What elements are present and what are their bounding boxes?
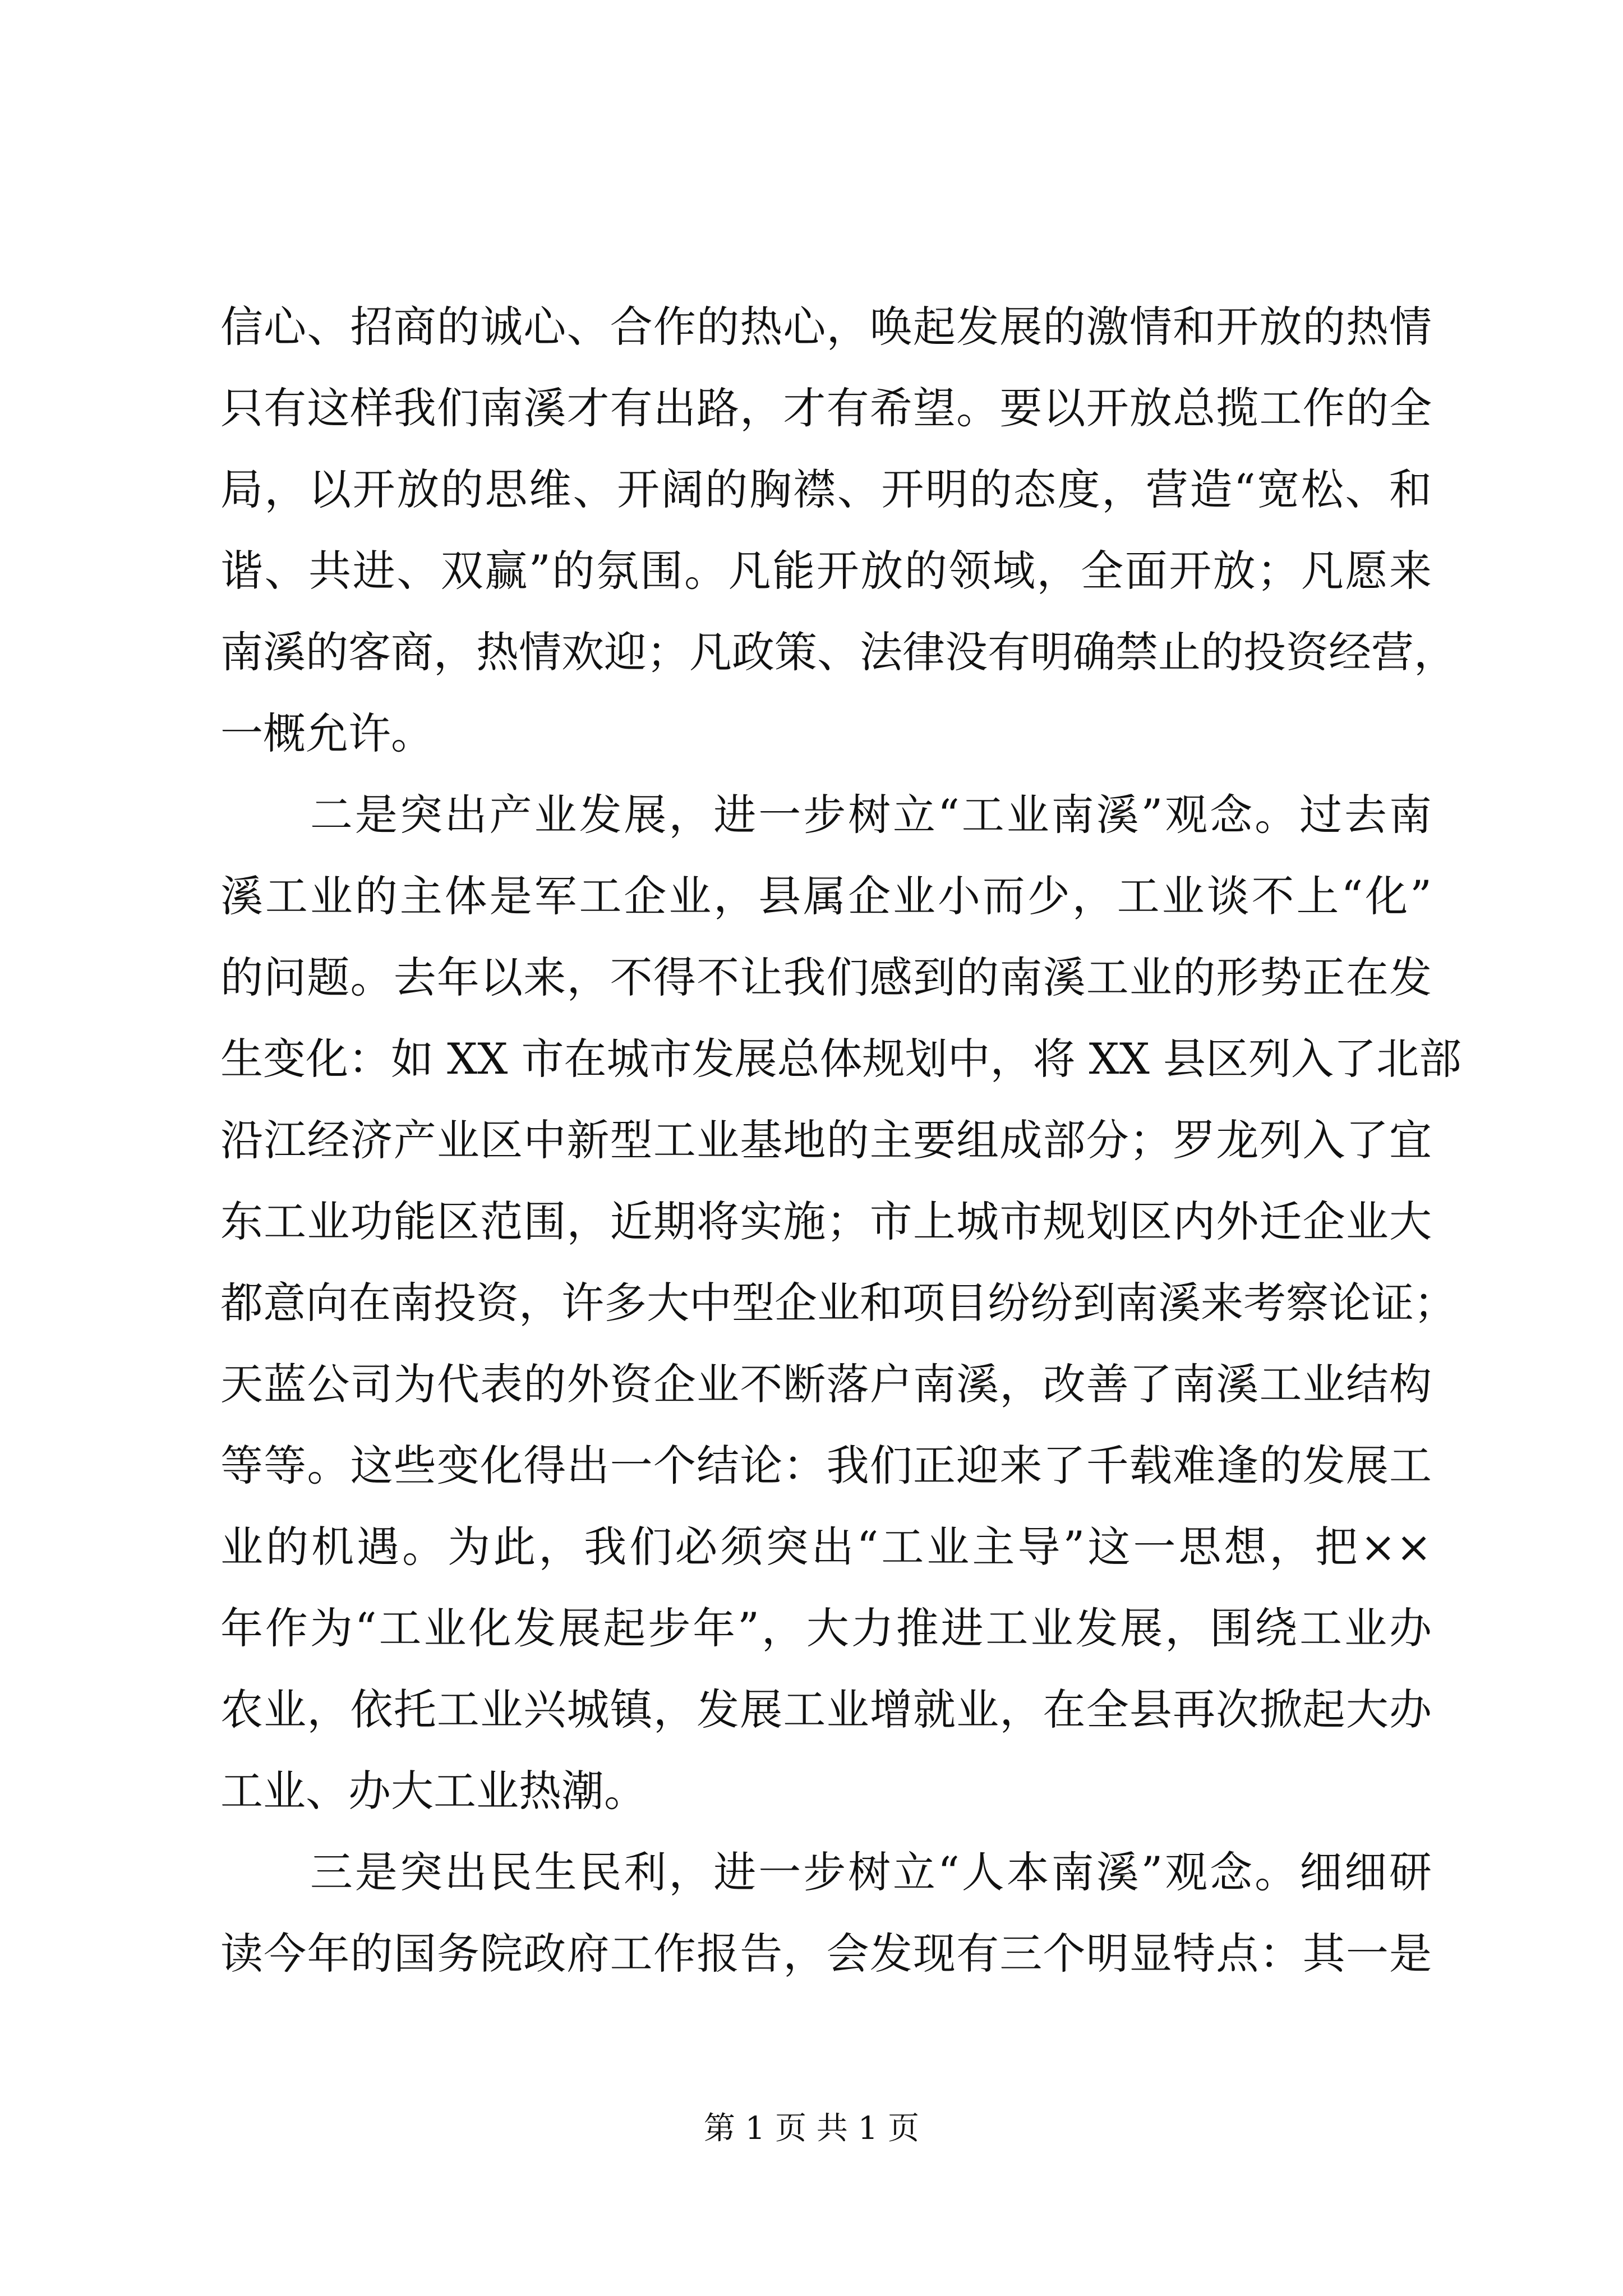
text-line: 年作为“工业化发展起步年”，大力推进工业发展，围绕工业办: [220, 1603, 1432, 1653]
page-footer: 第 1 页 共 1 页: [703, 2110, 920, 2147]
body-text: [220, 286, 1462, 1994]
text-line: 东工业功能区范围，近期将实施；市上城市规划区内外迁企业大: [220, 1197, 1432, 1246]
text-line: 生变化：如 XX 市在城市发展总体规划中，将 XX 县区列入了北部: [220, 1034, 1462, 1084]
text-line: 沿江经济产业区中新型工业基地的主要组成部分；罗龙列入了宜: [220, 1115, 1432, 1165]
text-line: 等等。这些变化得出一个结论：我们正迎来了千载难逢的发展工: [220, 1441, 1432, 1490]
text-line: 农业，依托工业兴城镇，发展工业增就业，在全县再次掀起大办: [220, 1685, 1432, 1734]
text-line: 都意向在南投资，许多大中型企业和项目纷纷到南溪来考察论证；: [220, 1278, 1456, 1328]
text-line: 工业、办大工业热潮。: [220, 1766, 647, 1816]
text-line: 读今年的国务院政府工作报告，会发现有三个明显特点：其一是: [220, 1929, 1432, 1978]
text-line: 业的机遇。为此，我们必须突出“工业主导”这一思想，把××: [220, 1522, 1432, 1572]
text-line: 二是突出产业发展，进一步树立“工业南溪”观念。过去南: [220, 790, 1432, 840]
text-line: 的问题。去年以来，不得不让我们感到的南溪工业的形势正在发: [220, 953, 1432, 1002]
text-line: 局，以开放的思维、开阔的胸襟、开明的态度，营造“宽松、和: [220, 464, 1432, 514]
text-line: 三是突出民生民利，进一步树立“人本南溪”观念。细细研: [220, 1847, 1432, 1897]
text-line: 一概允许。: [220, 708, 434, 758]
text-line: 天蓝公司为代表的外资企业不断落户南溪，改善了南溪工业结构: [220, 1359, 1432, 1409]
text-line: 南溪的客商，热情欢迎；凡政策、法律没有明确禁止的投资经营，: [220, 627, 1456, 677]
text-line: 溪工业的主体是军工企业，县属企业小而少，工业谈不上“化”: [220, 871, 1432, 921]
text-line: 谐、共进、双赢”的氛围。凡能开放的领域，全面开放；凡愿来: [220, 546, 1432, 596]
text-line: 信心、招商的诚心、合作的热心，唤起发展的激情和开放的热情: [220, 302, 1432, 352]
text-line: 只有这样我们南溪才有出路，才有希望。要以开放总揽工作的全: [220, 383, 1432, 433]
